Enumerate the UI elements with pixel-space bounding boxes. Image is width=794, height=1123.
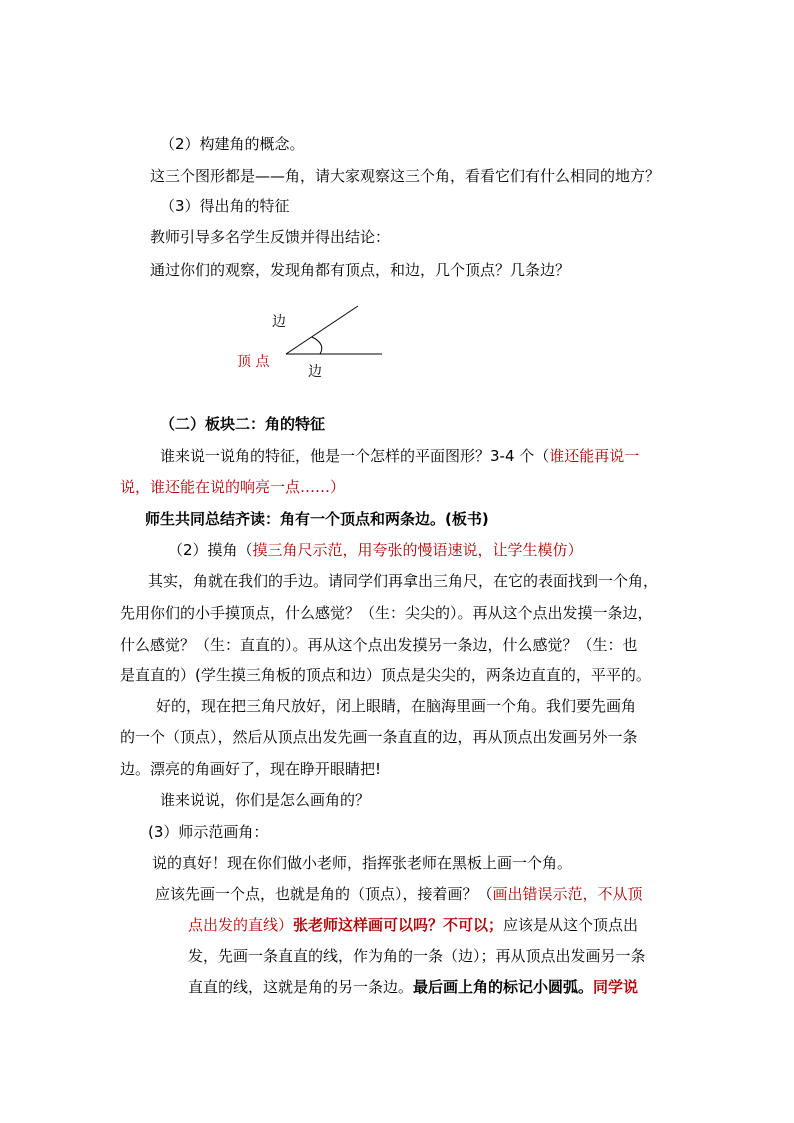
text-line [160,446,639,466]
text-span: （2）摸角（ [168,541,253,559]
red-text-span: 画出错误示范，不从顶 [492,885,643,903]
red-bold-text-span: 同学说 [593,978,639,996]
red-bold-text-span: 张老师这样画可以吗？不可以； [293,916,504,934]
text-line: （3）得出角的特征 [160,197,290,215]
text-line: 其实，角就在我们的手边。请同学们再拿出三角尺，在它的表面找到一个角， [148,572,659,590]
text-line: 好的，现在把三角尺放好，闭上眼睛，在脑海里画一个角。我们要先画角 [156,697,637,715]
text-line: （2）构建角的概念。 [160,135,305,153]
text-line: 发，先画一条直直的线，作为角的一条（边）；再从顶点出发画另一条 [188,947,646,965]
text-line [168,540,583,560]
bold-text-span: 最后画上角的标记小圆弧。 [413,978,594,996]
text-span: 谁来说一说角的特征，他是一个怎样的平面图形？3-4 个（ [160,447,550,465]
red-text-span: 说，谁还能在说的响亮一点……） [120,478,346,496]
text-line: 边。漂亮的角画好了，现在睁开眼睛把! [120,760,382,778]
text-line: 的一个（顶点），然后从顶点出发先画一条直直的边，再从顶点出发画另外一条 [120,728,638,746]
text-line: 是直直的）(学生摸三角板的顶点和边）顶点是尖尖的，两条边直直的，平平的。 [120,666,651,684]
text-line: 什么感觉？（生：直直的）。再从这个点出发摸另一条边，什么感觉？（生：也 [120,636,638,654]
red-text-span: 谁还能再说一 [549,447,640,465]
text-line: 师生共同总结齐读：角有一个顶点和两条边。(板书) [145,510,489,528]
label-vertex: 顶 点 [237,354,270,370]
angle-arc [312,337,322,354]
text-line: 谁来说说，你们是怎么画角的？ [160,791,371,809]
text-line: 说的真好！现在你们做小老师，指挥张老师在黑板上画一个角。 [152,854,573,872]
text-line: 通过你们的观察，发现角都有顶点，和边，几个顶点？几条边？ [150,261,571,279]
text-line: 这三个图形都是——角，请大家观察这三个角，看看它们有什么相同的地方？ [150,167,661,185]
text-line: 教师引导多名学生反馈并得出结论： [150,228,391,246]
red-text-span: 摸三角尺示范，用夸张的慢语速说，让学生模仿 [252,541,568,559]
text-span: 应该是从这个顶点出 [503,916,639,934]
text-line [188,977,638,997]
red-text-span: 点出发的直线） [188,916,294,934]
label-bottom-side: 边 [308,364,322,380]
text-line: 先用你们的小手摸顶点，什么感觉？（生：尖尖的）。再从这个点出发摸一条边， [120,604,653,622]
section-heading: （二）板块二：角的特征 [160,415,326,433]
text-line [120,477,345,497]
text-line [155,884,643,904]
label-top-side: 边 [272,314,286,330]
text-span: 直直的线，这就是角的另一条边。 [188,978,414,996]
text-line: (3）师示范画角： [148,823,269,841]
angle-diagram [230,300,400,385]
text-line [188,915,638,935]
text-span: 应该先画一个点，也就是角的（顶点），接着画？（ [155,885,493,903]
red-text-span: ） [567,541,583,559]
